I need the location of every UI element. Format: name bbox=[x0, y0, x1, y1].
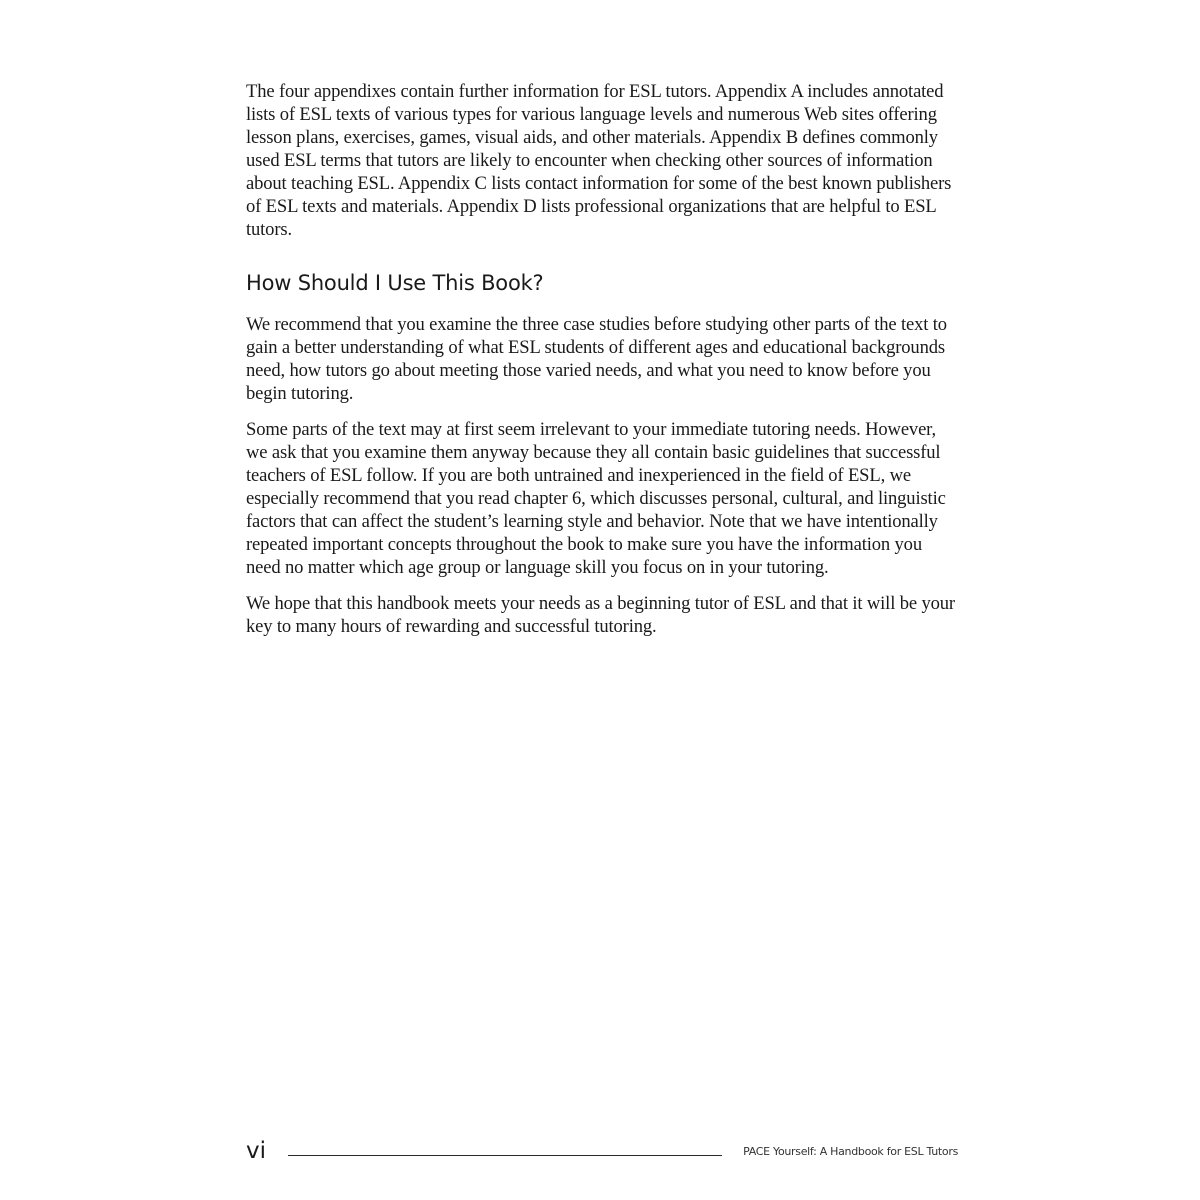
footer-rule bbox=[288, 1155, 722, 1156]
relevance-paragraph: Some parts of the text may at first seem irrelevant to your immediate tutoring needs. However, we ask that you examine them anyway because they all contain basic guidelines that successful teachers of ESL follow. If you are both untrained and inexperienced in the field of ESL, we especially recommend that you read chapter 6, which discusses personal, cultural, and linguistic factors that can affect the student’s learning style and behavior. Note that we have intentionally repeated important concepts throughout the book to make sure you have the information you need no matter which age group or language skill you focus on in your tutoring. bbox=[246, 419, 946, 578]
section-heading: How Should I Use This Book? bbox=[246, 271, 544, 295]
page-content bbox=[246, 80, 958, 651]
running-title: PACE Yourself: A Handbook for ESL Tutors bbox=[743, 1145, 958, 1158]
appendixes-paragraph: The four appendixes contain further information for ESL tutors. Appendix A includes annotated lists of ESL texts of various types for various language levels and numerous Web sites offering lesson plans, exercises, games, visual aids, and other materials. Appendix B defines commonly used ESL terms that tutors are likely to encounter when checking other sources of information about teaching ESL. Appendix C lists contact information for some of the best known publishers of ESL texts and materials. Appendix D lists professional organizations that are helpful to ESL tutors. bbox=[246, 81, 952, 240]
case-studies-paragraph: We recommend that you examine the three case studies before studying other parts of the text to gain a better understanding of what ESL students of different ages and educational backgrounds need, how tutors go about meeting those varied needs, and what you need to know before you begin tutoring. bbox=[246, 314, 947, 404]
closing-paragraph: We hope that this handbook meets your needs as a beginning tutor of ESL and that it will be your key to many hours of rewarding and successful tutoring. bbox=[246, 593, 955, 637]
page-footer bbox=[246, 1136, 958, 1166]
page-number: vi bbox=[246, 1138, 267, 1164]
